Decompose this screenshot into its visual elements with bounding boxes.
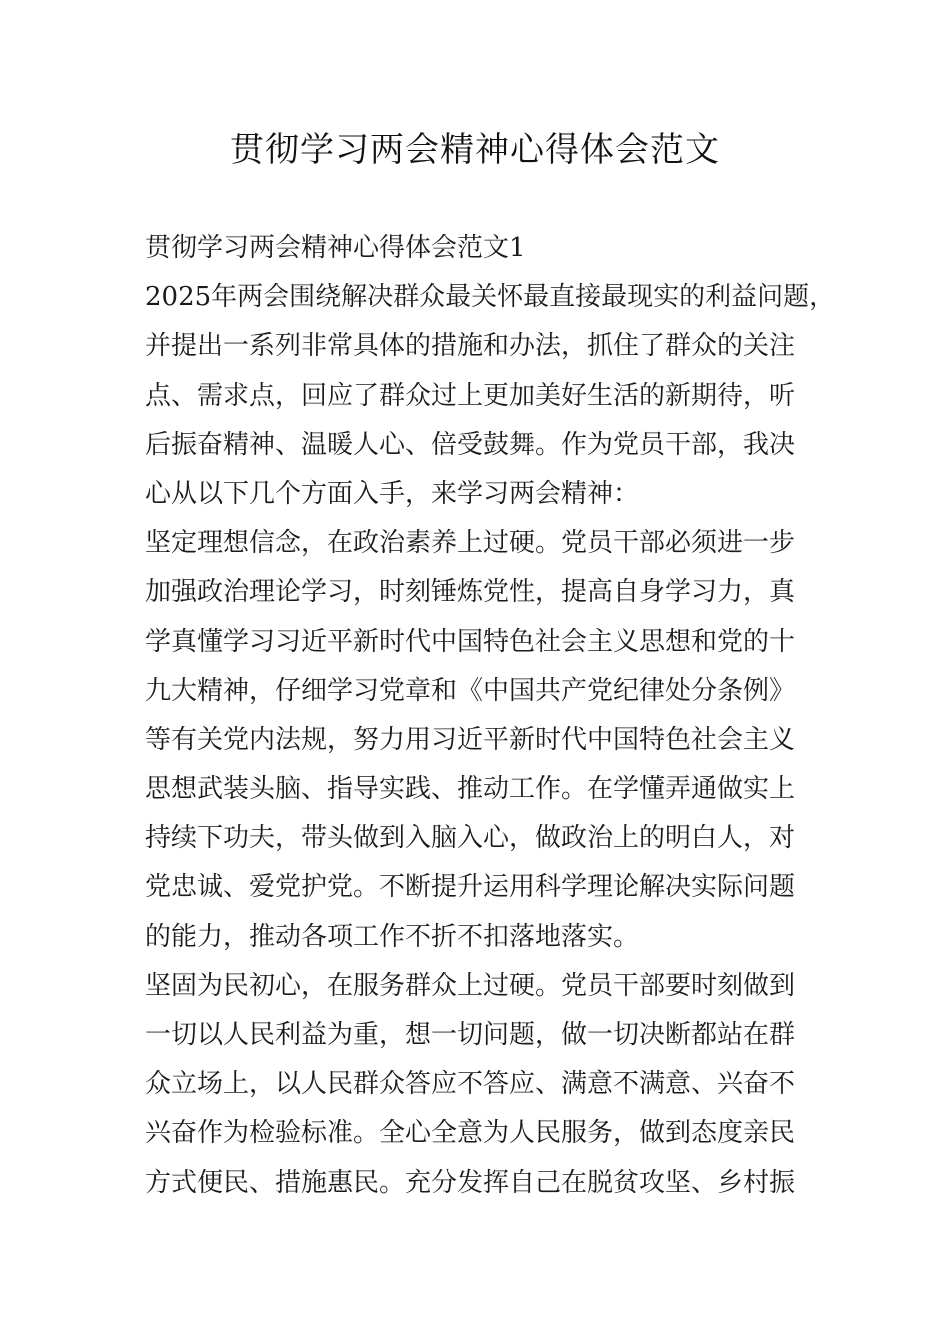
body-line: 坚固为民初心，在服务群众上过硬。党员干部要时刻做到 — [145, 970, 796, 1001]
body-line: 一切以人民利益为重，想一切问题，做一切决断都站在群 — [145, 1020, 796, 1050]
body-line: 方式便民、措施惠民。充分发挥自己在脱贫攻坚、乡村振 — [145, 1167, 796, 1198]
body-line: 的能力，推动各项工作不折不扣落地落实。 — [145, 921, 640, 952]
body-line: 九大精神，仔细学习党章和《中国共产党纪律处分条例》 — [145, 675, 796, 706]
body-line: 点、需求点，回应了群众过上更加美好生活的新期待，听 — [145, 380, 796, 411]
body-line: 学真懂学习习近平新时代中国特色社会主义思想和党的十 — [145, 626, 796, 657]
body-line: 兴奋作为检验标准。全心全意为人民服务，做到态度亲民 — [145, 1118, 796, 1149]
body-line: 等有关党内法规，努力用习近平新时代中国特色社会主义 — [145, 724, 796, 755]
body-line: 众立场上，以人民群众答应不答应、满意不满意、兴奋不 — [145, 1069, 796, 1100]
body-line: 思想武装头脑、指导实践、推动工作。在学懂弄通做实上 — [145, 774, 796, 805]
body-line: 2025年两会围绕解决群众最关怀最直接最现实的利益问题， — [145, 282, 836, 313]
document-title: 贯彻学习两会精神心得体会范文 — [230, 130, 720, 170]
body-line: 后振奋精神、温暖人心、倍受鼓舞。作为党员干部，我决 — [145, 429, 796, 460]
body-line: 坚定理想信念，在政治素养上过硬。党员干部必须进一步 — [145, 528, 796, 559]
body-line: 加强政治理论学习，时刻锤炼党性，提高自身学习力，真 — [145, 577, 796, 608]
body-line: 党忠诚、爱党护党。不断提升运用科学理论解决实际问题 — [145, 872, 796, 903]
document-body — [145, 224, 845, 1208]
body-line: 并提出一系列非常具体的措施和办法，抓住了群众的关注 — [145, 331, 796, 362]
body-line: 贯彻学习两会精神心得体会范文1 — [145, 233, 526, 263]
body-line: 持续下功夫，带头做到入脑入心，做政治上的明白人，对 — [145, 823, 796, 854]
body-line: 心从以下几个方面入手，来学习两会精神： — [145, 478, 640, 509]
